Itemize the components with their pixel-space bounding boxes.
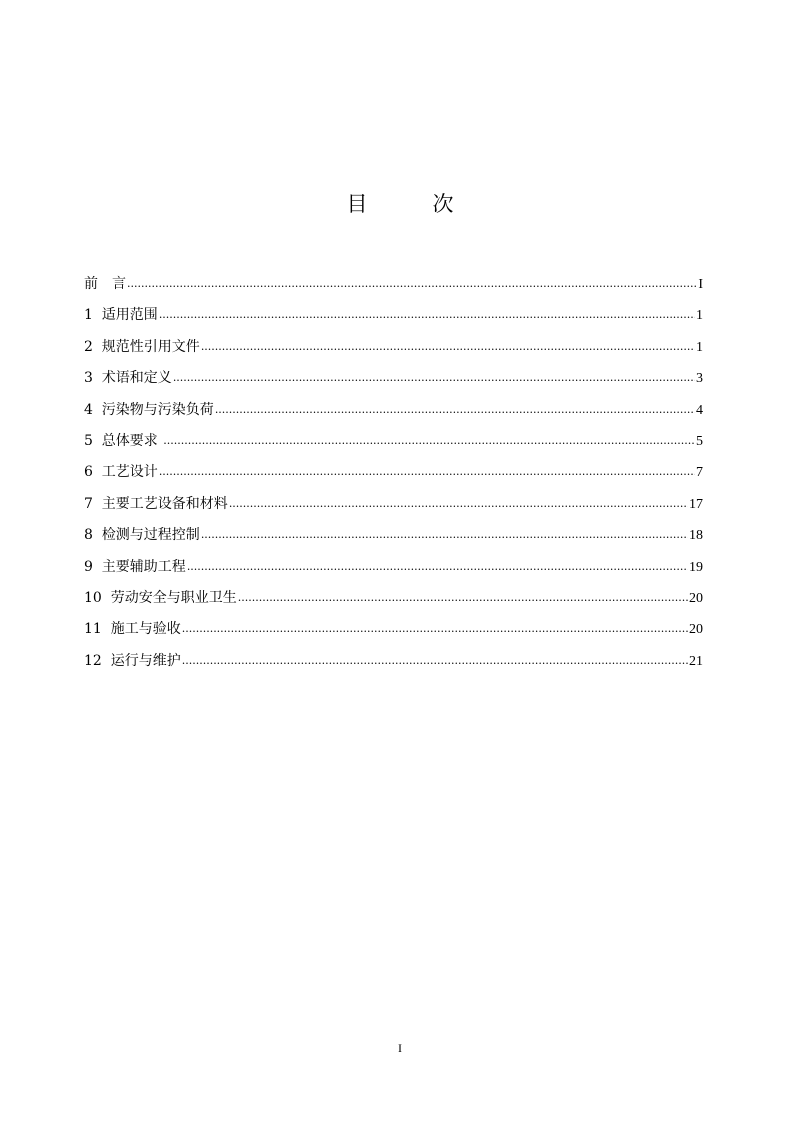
toc-leader-dots	[182, 648, 688, 674]
toc-entry-title: 前 言	[84, 276, 126, 292]
toc-entry-5[interactable]	[84, 428, 703, 459]
toc-leader-dots	[182, 616, 688, 642]
footer-page-number: I	[398, 1041, 402, 1055]
toc-entry-title: 10 劳动安全与职业卫生	[84, 589, 237, 606]
table-of-contents	[84, 271, 703, 679]
toc-leader-dots	[229, 491, 688, 517]
toc-leader-dots	[215, 397, 695, 423]
toc-entry-page: 20	[689, 590, 703, 606]
toc-entry-4[interactable]	[84, 397, 703, 428]
toc-entry-3[interactable]	[84, 365, 703, 396]
toc-entry-page: 1	[696, 339, 703, 355]
toc-entry-8[interactable]	[84, 522, 703, 553]
toc-entry-7[interactable]	[84, 491, 703, 522]
toc-entry-page: 20	[689, 622, 703, 638]
toc-leader-dots	[238, 585, 688, 611]
toc-entry-title: 5 总体要求	[84, 432, 163, 449]
toc-leader-dots	[163, 428, 695, 454]
toc-entry-title: 3 术语和定义	[84, 370, 172, 387]
toc-entry-preface[interactable]	[84, 271, 703, 302]
toc-leader-dots	[187, 554, 688, 580]
toc-entry-title: 9 主要辅助工程	[84, 558, 186, 575]
toc-entry-title: 2 规范性引用文件	[84, 338, 200, 355]
toc-entry-9[interactable]	[84, 554, 703, 585]
toc-entry-2[interactable]	[84, 334, 703, 365]
toc-entry-11[interactable]	[84, 616, 703, 647]
toc-entry-title: 12 运行与维护	[84, 652, 181, 669]
toc-entry-page: 1	[696, 308, 703, 324]
toc-entry-title: 4 污染物与污染负荷	[84, 401, 214, 418]
toc-entry-page: 21	[689, 653, 703, 669]
toc-entry-page: 7	[696, 465, 703, 481]
toc-entry-page: 4	[696, 402, 703, 418]
toc-entry-1[interactable]	[84, 302, 703, 333]
toc-leader-dots	[159, 302, 695, 328]
toc-entry-title: 1 适用范围	[84, 307, 158, 324]
toc-entry-page: 17	[689, 496, 703, 512]
toc-leader-dots	[201, 334, 695, 360]
toc-entry-title: 7 主要工艺设备和材料	[84, 495, 228, 512]
toc-entry-page: 5	[696, 433, 703, 449]
toc-leader-dots	[127, 271, 697, 297]
toc-entry-title: 8 检测与过程控制	[84, 527, 200, 544]
toc-leader-dots	[201, 522, 688, 548]
toc-entry-6[interactable]	[84, 459, 703, 490]
toc-leader-dots	[159, 459, 695, 485]
toc-entry-title: 11 施工与验收	[84, 621, 181, 638]
toc-entry-page: I	[698, 277, 703, 292]
toc-entry-title: 6 工艺设计	[84, 464, 158, 481]
toc-leader-dots	[173, 365, 695, 391]
toc-entry-page: 3	[696, 371, 703, 387]
page-title: 目 次	[346, 192, 476, 216]
toc-entry-page: 19	[689, 559, 703, 575]
toc-entry-page: 18	[689, 528, 703, 544]
toc-entry-10[interactable]	[84, 585, 703, 616]
toc-entry-12[interactable]	[84, 648, 703, 679]
